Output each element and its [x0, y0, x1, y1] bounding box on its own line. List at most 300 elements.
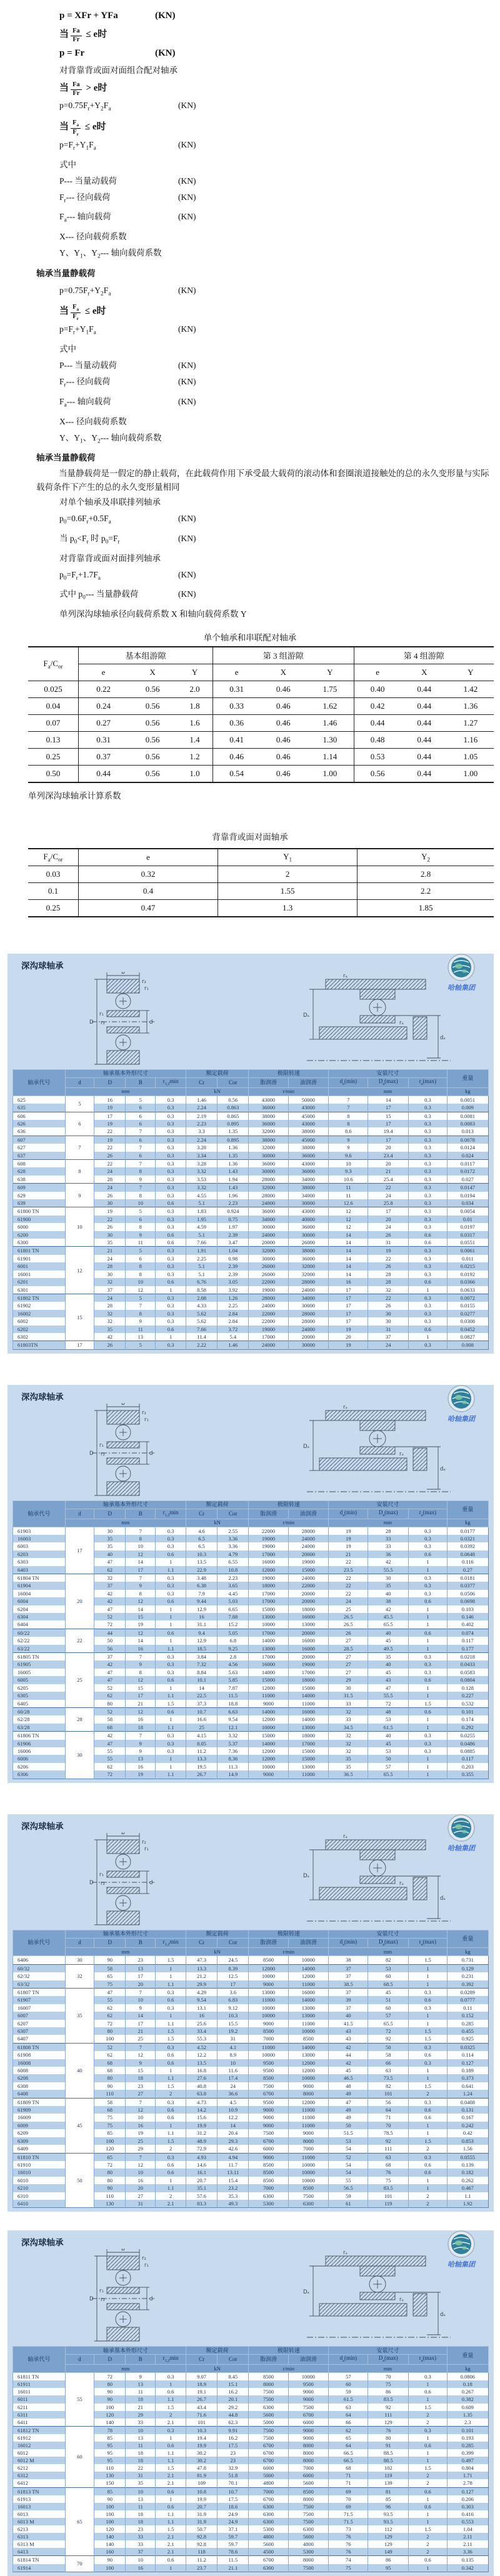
bearing-value-cell: 1 — [409, 2434, 448, 2442]
bearing-value-cell: 1.56 — [447, 2145, 488, 2153]
bearing-value-cell: 20 — [368, 1216, 409, 1223]
coef-cell: 0.46 — [260, 731, 306, 748]
dim-r2-label: r₂ — [142, 1839, 146, 1845]
bearing-value-cell: 40000 — [288, 1216, 329, 1223]
bearing-value-cell: 50 — [94, 1637, 126, 1644]
bearing-value-cell: 18 — [126, 2074, 156, 2082]
bearing-value-cell: 2.24 — [186, 1136, 217, 1144]
bearing-value-cell: 0.6 — [409, 1278, 448, 1286]
coef-cell: 0.24 — [79, 697, 129, 714]
table-row — [13, 1956, 489, 1964]
bearing-value-cell: 3.05 — [218, 1278, 249, 1286]
bearing-value-cell: 0.3 — [409, 1120, 448, 1127]
bearing-value-cell: 7500 — [249, 2082, 288, 2090]
coef-cell: 0.32 — [79, 866, 218, 882]
bearing-value-cell: 55 — [94, 1755, 126, 1762]
bearing-code-cell: 16013 — [13, 2503, 66, 2510]
bearing-value-cell: 0.114 — [447, 2051, 488, 2059]
bearing-value-cell: 1 — [409, 1972, 448, 1980]
bearing-value-cell: 7.66 — [186, 1325, 217, 1333]
column-header: $D_a(\max)$ — [368, 1509, 409, 1519]
coef-cell: 1.00 — [448, 765, 494, 782]
bearing-value-cell: 14000 — [249, 1740, 288, 1747]
bearing-value-cell: 8000 — [288, 2090, 329, 2098]
bearing-value-cell: 4800 — [288, 2540, 329, 2548]
column-header-weight: 重量 — [447, 1500, 488, 1519]
bearing-value-cell: 47 — [94, 1676, 126, 1684]
bearing-value-cell: 1 — [409, 1286, 448, 1294]
bearing-value-cell: 0.3 — [156, 1255, 186, 1262]
bearing-value-cell: 42 — [94, 1660, 126, 1668]
bearing-value-cell: 0.117 — [447, 1755, 488, 1762]
bearing-value-cell: 26 — [94, 1152, 126, 1160]
bearing-code-cell: 60/22 — [13, 1629, 66, 1637]
bearing-value-cell: 39 — [329, 1996, 368, 2004]
bearing-d-cell: 30 — [65, 1732, 94, 1779]
bearing-value-cell: 22000 — [288, 1582, 329, 1589]
bearing-value-cell: 35 — [329, 1763, 368, 1770]
formula-unit: (KN) — [178, 192, 196, 202]
bearing-value-cell: 10000 — [249, 2004, 288, 2012]
diagram-area — [12, 1403, 489, 1500]
bearing-code-cell: 61803TN — [13, 1341, 66, 1349]
coef-table2-head — [28, 849, 494, 866]
bearing-code-cell: 60/28 — [13, 1707, 66, 1715]
bearing-value-cell: 19000 — [249, 1535, 288, 1542]
fraction — [71, 27, 82, 43]
bearing-value-cell: 22000 — [249, 1317, 288, 1325]
bearing-code-cell: 6412 — [13, 2479, 66, 2487]
bearing-code-cell: 61900 — [13, 1216, 66, 1223]
coef-cell: 0.42 — [354, 697, 401, 714]
bearing-value-cell: 30000 — [249, 1255, 288, 1262]
bearing-value-cell: 15.2 — [218, 1620, 249, 1629]
formula-text: Y、$Y_1$、$Y_2---$ 轴向载荷系数 — [59, 432, 162, 445]
bearing-value-cell: 21 — [126, 1700, 156, 1708]
bearing-value-cell: 35.1 — [186, 2184, 217, 2192]
bearing-value-cell: 12000 — [249, 1715, 288, 1723]
bearing-value-cell: 140 — [94, 2533, 126, 2540]
bearing-value-cell: 9.3 — [329, 1167, 368, 1175]
bearing-code-cell: 6200 — [13, 1231, 66, 1239]
bearing-value-cell: 10 — [126, 2426, 156, 2434]
bearing-value-cell: 48.9 — [186, 2137, 217, 2145]
bearing-value-cell: 41.5 — [329, 2020, 368, 2027]
bearing-value-cell: 2 — [409, 2090, 448, 2098]
group-header: 第 3 组游隙 — [213, 647, 354, 664]
bearing-value-cell: 69 — [329, 2503, 368, 2510]
bearing-value-cell: 24 — [329, 1597, 368, 1605]
bearing-code-cell: 61814 TN — [13, 2556, 66, 2564]
formula-unit: (KN) — [178, 533, 196, 543]
bearing-value-cell: 100 — [94, 2404, 126, 2411]
bearing-value-cell: 6700 — [249, 2449, 288, 2457]
bearing-value-cell: 90 — [94, 1956, 126, 1964]
column-header-code: 轴承代号 — [13, 1930, 66, 1956]
bearing-value-cell: 18.9 — [186, 2380, 217, 2388]
bearing-value-cell: 32.9 — [218, 2464, 249, 2472]
bearing-value-cell: 11000 — [288, 1700, 329, 1708]
coef-cell: 0.04 — [28, 697, 79, 714]
bearing-value-cell: 85 — [94, 2434, 126, 2442]
bearing-value-cell: 7 — [126, 1574, 156, 1582]
bearing-value-cell: 17000 — [249, 1550, 288, 1558]
bearing-value-cell: 14 — [329, 1262, 368, 1270]
bearing-value-cell: 5.63 — [218, 1669, 249, 1676]
bearing-value-cell: 31.9 — [186, 2518, 217, 2525]
bearing-value-cell: 0.3 — [156, 1271, 186, 1278]
bearing-value-cell: 35 — [94, 1325, 126, 1333]
bearing-value-cell: 16 — [126, 2177, 156, 2184]
bearing-value-cell: 9 — [126, 1176, 156, 1184]
bearing-value-cell: 7500 — [249, 2129, 288, 2137]
bearing-value-cell: 1.35 — [447, 2411, 488, 2419]
bearing-value-cell: 9 — [126, 2373, 156, 2381]
bearing-value-cell: 5.1 — [186, 1271, 217, 1278]
bearing-value-cell: 9.44 — [186, 1597, 217, 1605]
bearing-value-cell: 12000 — [288, 2067, 329, 2074]
coef-cell: 1.05 — [448, 748, 494, 765]
bearing-value-cell: 59.7 — [218, 2540, 249, 2548]
bearing-value-cell: 72 — [94, 2161, 126, 2169]
bearing-value-cell: 0.0308 — [447, 1317, 488, 1325]
bearing-value-cell: 1 — [409, 2495, 448, 2503]
formula-section — [0, 0, 500, 917]
bearing-value-cell: 30000 — [288, 1341, 329, 1349]
column-header: $D_a(\max)$ — [368, 2355, 409, 2365]
bearing-value-cell: 1 — [156, 2434, 186, 2442]
bearing-value-cell: 29.2 — [218, 2404, 249, 2411]
bearing-value-cell: 42 — [94, 1732, 126, 1740]
dim-r1b-label: r₁ — [99, 1442, 104, 1449]
dim-d-label: d — [149, 1019, 153, 1026]
bearing-value-cell: 47 — [94, 1558, 126, 1565]
bearing-value-cell: 64 — [329, 2411, 368, 2419]
bearing-diagram — [12, 2249, 489, 2346]
bearing-value-cell: 11 — [126, 1325, 156, 1333]
bearing-value-cell: 55.3 — [186, 2035, 217, 2043]
bearing-value-cell: 27 — [329, 1637, 368, 1644]
bearing-d-cell: 40 — [65, 2043, 94, 2098]
bearing-value-cell: 17 — [368, 1104, 409, 1112]
formula-unit: (KN) — [178, 285, 196, 295]
bearing-value-cell: 120 — [94, 2525, 126, 2533]
bearing-value-cell: 31.2 — [186, 2129, 217, 2137]
coef-cell: 0.56 — [128, 748, 177, 765]
unit-header: mm — [329, 1087, 447, 1096]
bearing-value-cell: 150 — [94, 2479, 126, 2487]
bearing-value-cell: 1.5 — [156, 2035, 186, 2043]
bearing-value-cell: 1 — [409, 2020, 448, 2027]
bearing-value-cell: 2 — [409, 2419, 448, 2427]
bearing-value-cell: 0.027 — [447, 1176, 488, 1184]
bearing-value-cell: 3.36 — [218, 1542, 249, 1550]
bearing-value-cell: 8 — [126, 1271, 156, 1278]
bearing-value-cell: 1 — [409, 2184, 448, 2192]
bearing-value-cell: 83.5 — [368, 2395, 409, 2403]
bearing-value-cell: 93.5 — [368, 2518, 409, 2525]
bearing-value-cell: 71.5 — [329, 2510, 368, 2518]
bearing-value-cell: 9000 — [249, 2106, 288, 2114]
bearing-value-cell: 0.0147 — [447, 1184, 488, 1192]
bearing-value-cell: 1.1 — [156, 1980, 186, 1989]
bearing-code-cell: 6312 — [13, 2472, 66, 2479]
formula-line — [0, 449, 500, 467]
bearing-value-cell: 31 — [368, 1239, 409, 1247]
bearing-value-cell: 16000 — [249, 1558, 288, 1565]
column-header: B — [126, 1938, 156, 1948]
formula-line — [0, 467, 500, 494]
bearing-value-cell: 47 — [94, 1988, 126, 1996]
bearing-value-cell: 4.94 — [218, 2153, 249, 2161]
bearing-value-cell: 22 — [126, 2464, 156, 2472]
bearing-value-cell: 0.6 — [409, 1707, 448, 1715]
bearing-value-cell: 0.3 — [409, 1590, 448, 1597]
dim-B-label: B — [121, 1402, 125, 1407]
bearing-value-cell: 1 — [409, 1558, 448, 1565]
bearing-value-cell: 26 — [368, 1302, 409, 1309]
formula-text: 当 — [59, 83, 69, 93]
bearing-code-cell: 61805 TN — [13, 1653, 66, 1661]
group-header: 第 4 组游隙 — [354, 647, 494, 664]
coef-cell: 0.53 — [354, 748, 401, 765]
bearing-value-cell: 16000 — [288, 1988, 329, 1996]
bearing-value-cell: 149 — [368, 2548, 409, 2556]
bearing-value-cell: 8.05 — [186, 1740, 217, 1747]
bearing-value-cell: 72.9 — [186, 2145, 217, 2153]
bearing-value-cell: 56 — [94, 1645, 126, 1653]
bearing-value-cell: 11 — [329, 1184, 368, 1192]
coef-table2 — [28, 848, 494, 917]
bearing-value-cell: 14.2 — [186, 2106, 217, 2114]
bearing-value-cell: 18 — [126, 2518, 156, 2525]
bearing-panel-3 — [8, 1814, 494, 2212]
bearing-value-cell: 7500 — [249, 2388, 288, 2395]
bearing-value-cell: 0.3 — [156, 2043, 186, 2051]
bearing-value-cell: 36000 — [249, 1207, 288, 1216]
bearing-value-cell: 26 — [368, 1231, 409, 1239]
bearing-value-cell: 14000 — [288, 1964, 329, 1972]
bearing-value-cell: 0.177 — [447, 1645, 488, 1653]
formula-unit: (KN) — [178, 212, 196, 222]
coef-table2-body — [28, 866, 494, 917]
bearing-value-cell: 0.0197 — [447, 1223, 488, 1231]
coef-cell: 1.0 — [177, 765, 212, 782]
bearing-value-cell: 0.01 — [447, 1216, 488, 1223]
dim-ra2-label: rₐ — [399, 1450, 404, 1457]
bearing-value-cell: 1.36 — [218, 1160, 249, 1168]
formula-unit: (KN) — [178, 176, 196, 186]
bearing-value-cell: 68 — [94, 2106, 126, 2114]
bearing-value-cell: 0.0648 — [447, 1550, 488, 1558]
bearing-value-cell: 15.5 — [218, 2020, 249, 2027]
fraction-numerator: $F_a$ — [71, 119, 81, 129]
bearing-value-cell: 24000 — [249, 1341, 288, 1349]
bearing-code-cell: 61808 TN — [13, 2043, 66, 2051]
bearing-code-cell: 63/22 — [13, 1645, 66, 1653]
bearing-value-cell: 34.5 — [329, 1724, 368, 1732]
bearing-value-cell: 0.0051 — [447, 1096, 488, 1104]
coef-cell: 0.27 — [79, 714, 129, 731]
bearing-value-cell: 32000 — [288, 1271, 329, 1278]
bearing-value-cell: 8500 — [249, 2027, 288, 2035]
bearing-value-cell: 10000 — [249, 2051, 288, 2059]
bearing-value-cell: 11000 — [288, 1770, 329, 1779]
bearing-value-cell: 101 — [368, 2192, 409, 2200]
globe-icon-slot — [441, 2230, 481, 2261]
column-header: X — [260, 664, 306, 681]
bearing-diagram — [12, 1403, 489, 1500]
bearing-value-cell: 2.39 — [218, 1271, 249, 1278]
bearing-value-cell: 17 — [329, 1294, 368, 1302]
bearing-value-cell: 1.35 — [218, 1127, 249, 1136]
bearing-value-cell: 23 — [126, 1956, 156, 1964]
bearing-value-cell: 0.3 — [409, 1317, 448, 1325]
bearing-value-cell: 28 — [368, 1278, 409, 1286]
bearing-value-cell: 80 — [94, 2380, 126, 2388]
bearing-value-cell: 9 — [126, 1317, 156, 1325]
bearing-value-cell: 0.0181 — [447, 1574, 488, 1582]
bearing-value-cell: 0.0433 — [447, 1660, 488, 1668]
bearing-value-cell: 24 — [94, 1255, 126, 1262]
bearing-value-cell: 16000 — [288, 1637, 329, 1644]
bearing-value-cell: 65 — [94, 2153, 126, 2161]
bearing-value-cell: 51.5 — [329, 2129, 368, 2137]
bearing-value-cell: 10.7 — [186, 1707, 217, 1715]
coef-cell: 0.025 — [28, 681, 79, 697]
bearing-value-cell: 7500 — [288, 2564, 329, 2572]
bearing-value-cell: 0.0192 — [447, 1271, 488, 1278]
table-row — [28, 714, 494, 731]
bearing-value-cell: 1.1 — [447, 2192, 488, 2200]
bearing-value-cell: 45.5 — [368, 1613, 409, 1620]
bearing-value-cell: 59 — [329, 2192, 368, 2200]
bearing-value-cell: 8 — [329, 1120, 368, 1127]
formula-text: 式中 $p_0---$ 当量静载荷 — [59, 589, 139, 601]
bearing-value-cell: 0.3 — [409, 1732, 448, 1740]
bearing-value-cell: 0.6 — [156, 1239, 186, 1247]
formula-text: P--- 当量动载荷 — [59, 361, 117, 371]
bearing-value-cell: 17000 — [249, 1597, 288, 1605]
bearing-value-cell: 2.24 — [186, 1104, 217, 1112]
bearing-value-cell: 140 — [94, 2419, 126, 2427]
bearing-value-cell: 8 — [126, 1223, 156, 1231]
bearing-value-cell: 90 — [94, 2395, 126, 2403]
bearing-value-cell: 0.6 — [409, 1231, 448, 1239]
bearing-value-cell: 5600 — [288, 2533, 329, 2540]
bearing-value-cell: 49.5 — [368, 1645, 409, 1653]
bearing-value-cell: 18 — [126, 2457, 156, 2464]
bearing-value-cell: 10 — [126, 1996, 156, 2004]
bearing-value-cell: 1 — [409, 1605, 448, 1613]
dim-D-label: D — [89, 1450, 94, 1457]
bearing-value-cell: 29 — [126, 2411, 156, 2419]
bearing-value-cell: 0.3 — [409, 1112, 448, 1120]
table-row — [13, 1527, 489, 1535]
bearing-value-cell: 0.895 — [218, 1136, 249, 1144]
bearing-value-cell: 35 — [94, 1542, 126, 1550]
bearing-value-cell: 14 — [329, 1247, 368, 1255]
bearing-value-cell: 81.9 — [186, 2472, 217, 2479]
bearing-code-cell: 6308 — [13, 2082, 66, 2090]
bearing-value-cell: 20000 — [288, 1550, 329, 1558]
bearing-value-cell: 44 — [94, 1629, 126, 1637]
table-row — [28, 899, 494, 917]
dim-ra2-label: rₐ — [399, 2297, 404, 2304]
bearing-value-cell: 37 — [94, 1582, 126, 1589]
bearing-value-cell: 0.146 — [447, 1613, 488, 1620]
bearing-value-cell: 30 — [329, 1684, 368, 1692]
bearing-value-cell: 0.6 — [156, 1597, 186, 1605]
bearing-value-cell: 68 — [329, 2464, 368, 2472]
bearing-value-cell: 28000 — [288, 1527, 329, 1535]
bearing-value-cell: 0.6 — [409, 2487, 448, 2495]
bearing-code-cell: 609 — [13, 1184, 66, 1192]
bearing-value-cell: 5600 — [249, 2540, 288, 2548]
dim-da-label: dₐ — [440, 1034, 446, 1041]
bearing-value-cell: 32000 — [249, 1184, 288, 1192]
formula-text: $p=F_r+Y_1F_a$ — [59, 139, 96, 152]
unit-header: r/min — [249, 1087, 329, 1096]
bearing-value-cell: 12000 — [288, 2059, 329, 2067]
bearing-value-cell: 10 — [329, 1160, 368, 1168]
bearing-value-cell: 17 — [329, 1302, 368, 1309]
formula-line — [0, 430, 500, 450]
bearing-value-cell: 1 — [409, 2395, 448, 2403]
bearing-value-cell: 52 — [94, 1684, 126, 1692]
bearing-code-cell: 6001 — [13, 1262, 66, 1270]
bearing-value-cell: 17.5 — [218, 2495, 249, 2503]
bearing-value-cell: 66.5 — [329, 2457, 368, 2464]
bearing-value-cell: 50000 — [288, 1096, 329, 1104]
bearing-value-cell: 35 — [94, 1239, 126, 1247]
table-row — [13, 1160, 489, 1168]
bearing-value-cell: 9 — [126, 1582, 156, 1589]
bearing-value-cell: 0.0218 — [447, 1653, 488, 1661]
bearing-code-cell: 61813 TN — [13, 2487, 66, 2495]
bearing-value-cell: 110 — [94, 2192, 126, 2200]
bearing-value-cell: 139 — [368, 2479, 409, 2487]
bearing-value-cell: 76 — [329, 2533, 368, 2540]
bearing-d-cell: 55 — [65, 2373, 94, 2427]
bearing-value-cell: 0.6 — [409, 1239, 448, 1247]
bearing-value-cell: 0.0081 — [447, 1112, 488, 1120]
bearing-value-cell: 58 — [94, 1715, 126, 1723]
dim-B-label: B — [121, 971, 125, 976]
formula-line — [0, 25, 500, 44]
formula-unit: (KN) — [178, 569, 196, 579]
dim-r2-label: r₂ — [142, 2255, 146, 2262]
bearing-value-cell: 12 — [126, 1629, 156, 1637]
bearing-value-cell: 1 — [156, 2012, 186, 2019]
bearing-value-cell: 9.54 — [186, 1996, 217, 2004]
bearing-value-cell: 32000 — [249, 1144, 288, 1151]
formula-line — [0, 62, 500, 79]
bearing-value-cell: 22 — [94, 1127, 126, 1136]
bearing-value-cell: 90 — [94, 2082, 126, 2090]
bearing-value-cell: 17 — [329, 1286, 368, 1294]
bearing-value-cell: 1 — [156, 2067, 186, 2074]
bearing-value-cell: 17000 — [249, 1333, 288, 1341]
bearing-value-cell: 1 — [156, 2177, 186, 2184]
units-row — [13, 2365, 489, 2373]
bearing-value-cell: 0.3 — [156, 1732, 186, 1740]
bearing-value-cell: 6300 — [288, 2525, 329, 2533]
dim-r2-label: r₂ — [142, 978, 146, 985]
bearing-value-cell: 90 — [94, 2184, 126, 2192]
bearing-value-cell: 9500 — [249, 2098, 288, 2106]
fraction-denominator: $F_r$ — [72, 128, 79, 137]
